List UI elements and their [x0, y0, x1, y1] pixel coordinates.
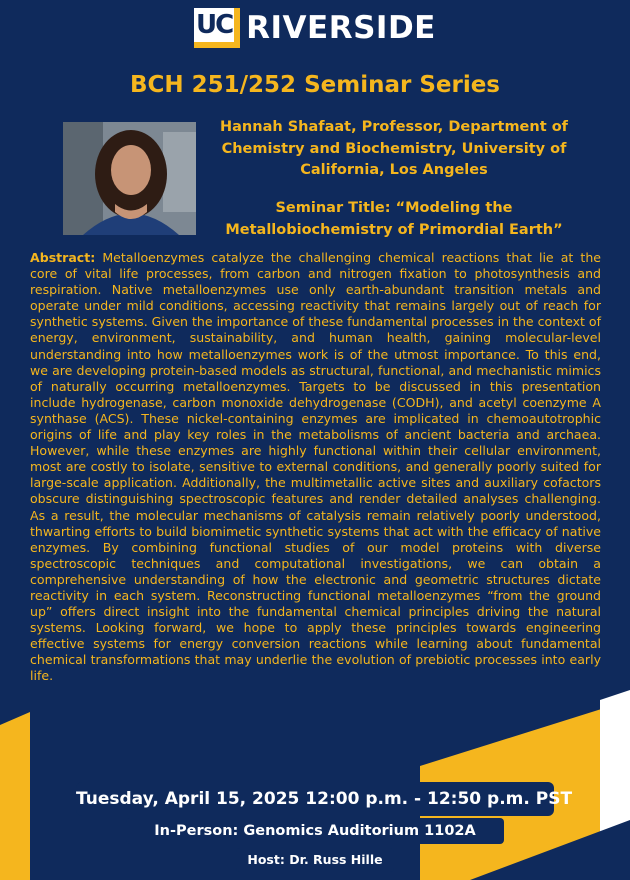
speaker-info: Hannah Shafaat, Professor, Department of Chemistry and Biochemistry, University of California, Los Angeles: [220, 119, 568, 178]
abstract-label: Abstract:: [30, 250, 96, 265]
seminar-title: Seminar Title: “Modeling the Metallobiochemistry of Primordial Earth”: [225, 200, 563, 238]
series-title: BCH 251/252 Seminar Series: [129, 72, 501, 98]
event-host: Host: Dr. Russ Hille: [236, 848, 394, 872]
event-datetime: Tuesday, April 15, 2025 12:00 p.m. - 12:50 p.m. PST: [76, 782, 554, 816]
uc-logo-mark: [194, 8, 240, 48]
uc-logo-text: UC: [196, 10, 233, 40]
abstract: [30, 250, 601, 685]
riverside-wordmark: RIVERSIDE: [246, 10, 436, 46]
speaker-portrait-image: [63, 122, 196, 235]
left-gold-corner: [0, 712, 30, 880]
speaker-photo: [63, 122, 196, 235]
abstract-text: Metalloenzymes catalyze the challenging chemical reactions that lie at the core of vital life processes, from carbon and nitrogen fixation to photosynthesis and respiration. Native metalloenzymes use only earth-abundant transition metals and operate under mild conditions, accessing reactivity that remains largely out of reach for synthetic systems. Given the importance of these fundamental processes in the context of energy, environment, sustainability, and human health, gaining molecular-level understanding into how metalloenzymes work is of the utmost importance. To this end, we are developing protein-based models as structural, functional, and mechanistic mimics of naturally occurring metalloenzymes. Targets to be discussed in this presentation include hydrogenase, carbon monoxide dehydrogenase (CODH), and acetyl coenzyme A synthase (ACS). These nickel-containing enzymes are implicated in chemoautotrophic origins of life and play key roles in the metabolisms of ancient bacteria and archaea. However, while these enzymes are highly functional within their cellular environment, most are costly to isolate, sensitive to external conditions, and generally poorly suited for large-scale application. Additionally, the multimetallic active sites and auxiliary cofactors obscure distinguishing spectroscopic features and render detailed analyses challenging. As a result, the molecular mechanisms of catalysis remain relatively poorly understood, thwarting efforts to build biomimetic synthetic systems that act with the efficacy of native enzymes. By combining functional studies of our model proteins with diverse spectroscopic techniques and computational investigations, we can obtain a comprehensive understanding of how the electronic and geometric structures dictate reactivity in each system. Reconstructing functional metalloenzymes “from the ground up” offers direct insight into the fundamental chemical principles driving the natural systems. Looking forward, we hope to apply these principles towards engineering effective systems for energy conversion reactions while learning about fundamental chemical transformations that may underlie the evolution of prebiotic processes into early life.: [30, 250, 601, 684]
event-location: In-Person: Genomics Auditorium 1102A: [126, 818, 504, 844]
uc-riverside-logo: [0, 8, 630, 48]
